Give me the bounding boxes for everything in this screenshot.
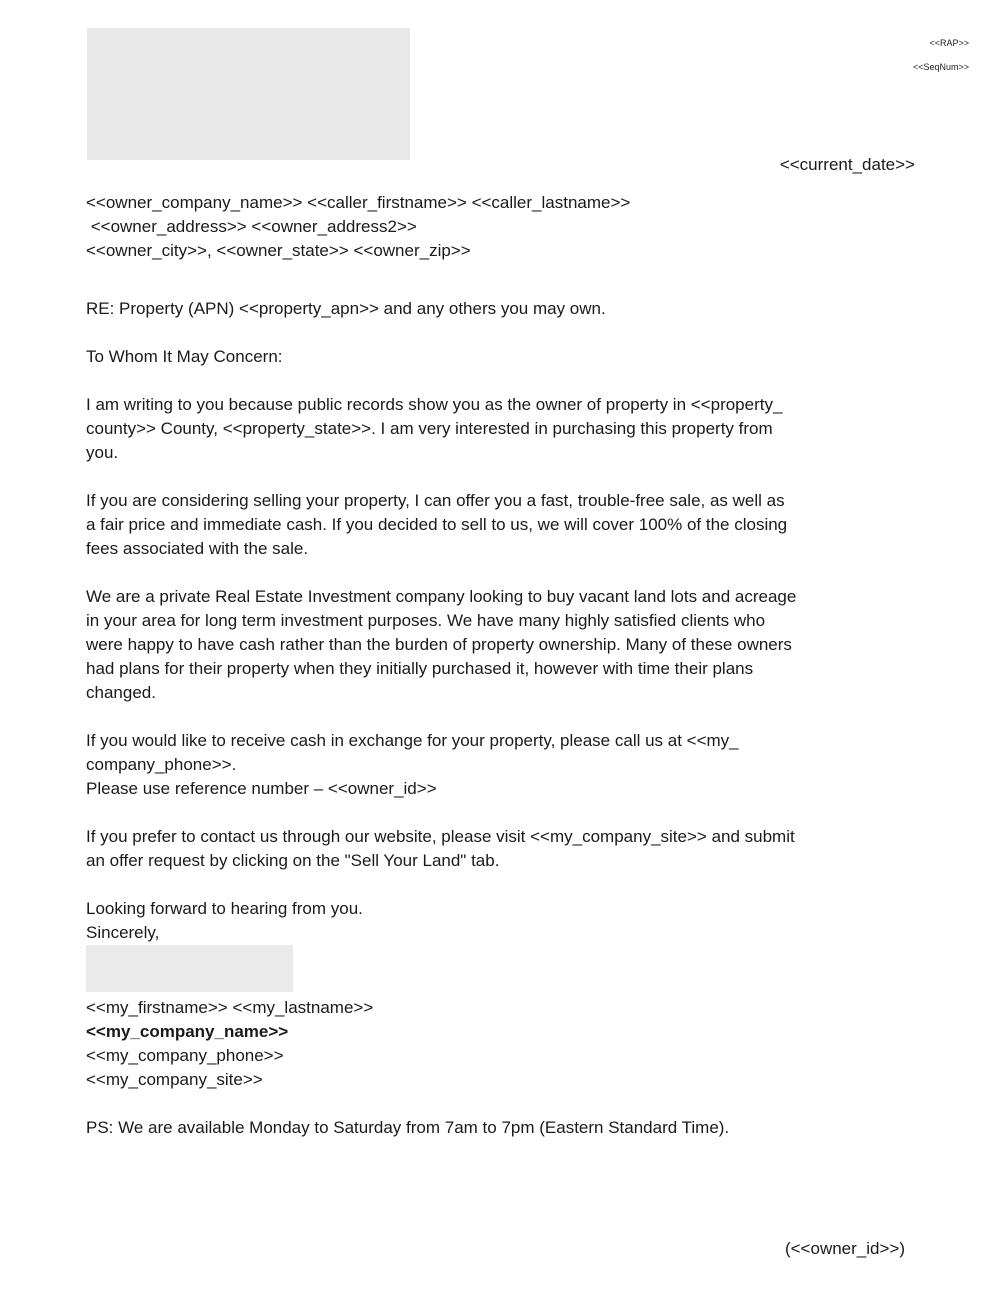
body-paragraph-2: If you are considering selling your property, I can offer you a fast, trouble-free sale, as well as a fair price and immediate cash. If you decided to sell to us, we will cover 100% of the closing fees associated with the sale. [86, 491, 788, 558]
current-date: <<current_date>> [779, 155, 915, 174]
closing-block: Looking forward to hearing from you. Sincerely, [86, 899, 363, 942]
body-paragraph-5: If you prefer to contact us through our website, please visit <<my_company_site>> and submit an offer request by clicking on the "Sell Your Land" tab. [86, 827, 795, 870]
seqnum-merge-field: <<SeqNum>> [912, 62, 969, 72]
body-paragraph-1: I am writing to you because public records show you as the owner of property in <<property_ county>> County, <<property_state>>. I am very interested in purchasing this property from you. [86, 395, 783, 462]
logo-image-placeholder [87, 28, 410, 160]
signature-block [86, 996, 915, 1092]
rap-merge-field: <<RAP>> [929, 38, 969, 48]
signature-company: <<my_company_name>> [86, 1022, 289, 1041]
body-paragraph-4: If you would like to receive cash in exchange for your property, please call us at <<my_ company_phone>>. Please use reference number – <<owner_id>> [86, 731, 739, 798]
signature-image-placeholder [86, 945, 293, 992]
signature-site: <<my_company_site>> [86, 1070, 263, 1089]
salutation: To Whom It May Concern: [86, 347, 283, 366]
signature-phone: <<my_company_phone>> [86, 1046, 284, 1065]
owner-id-reference: (<<owner_id>>) [784, 1239, 905, 1258]
letter-body [86, 153, 915, 1261]
subject-line: RE: Property (APN) <<property_apn>> and any others you may own. [86, 299, 606, 318]
ps-note: PS: We are available Monday to Saturday from 7am to 7pm (Eastern Standard Time). [86, 1118, 730, 1137]
recipient-address-block: <<owner_company_name>> <<caller_firstname>> <<caller_lastname>> <<owner_address>> <<owner_address2>> <<owner_city>>, <<owner_state>> <<owner_zip>> [86, 193, 631, 260]
body-paragraph-3: We are a private Real Estate Investment company looking to buy vacant land lots and acreage in your area for long term investment purposes. We have many highly satisfied clients who were happy to have cash rather than the burden of property ownership. Many of these owners had plans for their property when they initially purchased it, however with time their plans changed. [86, 587, 797, 702]
signature-name: <<my_firstname>> <<my_lastname>> [86, 998, 374, 1017]
